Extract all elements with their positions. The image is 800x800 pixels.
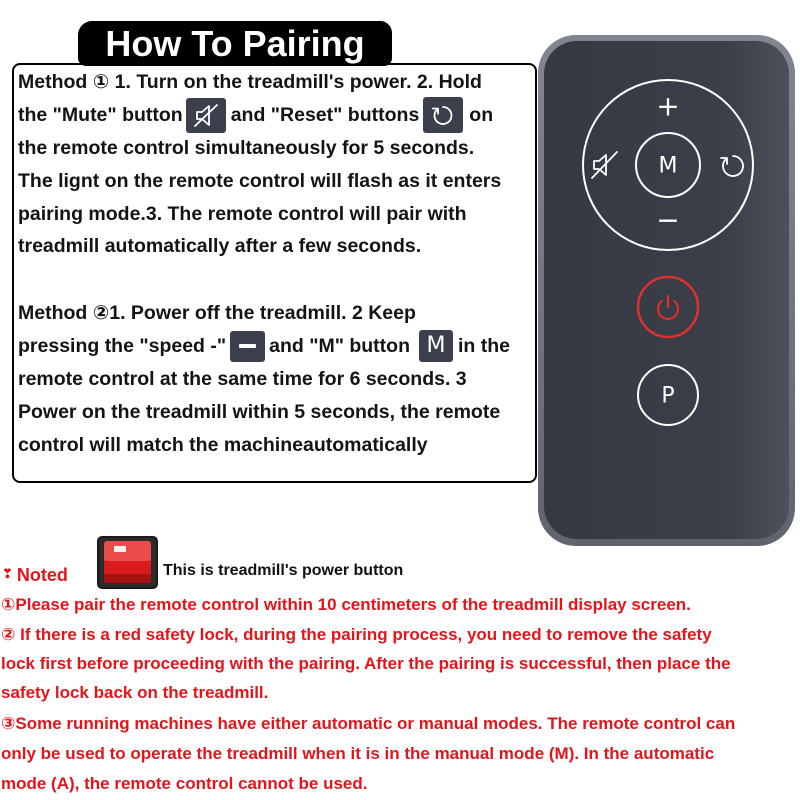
remote-control (536, 33, 798, 549)
speed-minus-key: − (656, 203, 680, 237)
method1-line-1: Method ① 1. Turn on the treadmill's power. 2. Hold (18, 71, 482, 93)
note-2-line-2: lock first before proceeding with the pairing. After the pairing is successful, then place the (1, 654, 731, 673)
note-3-line-2: only be used to operate the treadmill when it is in the manual mode (M). In the automatic (1, 744, 715, 763)
method2-line-4: Power on the treadmill within 5 seconds, the remote (18, 401, 501, 423)
note-2-line-1: ② If there is a red safety lock, during the pairing process, you need to remove the safety (1, 625, 712, 644)
reset-icon (423, 97, 463, 133)
method2-line-2-text-b: and "M" button (269, 335, 410, 357)
program-key-label: P (661, 383, 675, 409)
mute-icon (186, 98, 226, 133)
method2-line-2-text-c: in the (458, 335, 510, 357)
note-1-line-1: ①Please pair the remote control within 10 centimeters of the treadmill display screen. (1, 595, 691, 614)
method2-line-5: control will match the machineautomatically (18, 434, 428, 456)
power-switch-caption: This is treadmill's power button (163, 562, 404, 579)
page-title: How To Pairing (105, 22, 365, 64)
noted-label: Noted (16, 565, 68, 585)
method1-line-4: The lignt on the remote control will flash as it enters (18, 170, 502, 192)
method1-line-5: pairing mode.3. The remote control will pair with (18, 203, 467, 225)
method2-line-3: remote control at the same time for 6 seconds. 3 (18, 368, 467, 390)
method1-line-2-text-b: and "Reset" buttons (230, 104, 420, 126)
rocker-switch-icon (97, 536, 158, 589)
minus-icon-bar (239, 344, 256, 348)
mute-icon-graphic (186, 98, 226, 133)
mode-key-label: M (658, 153, 678, 179)
note-2-line-3: safety lock back on the treadmill. (1, 683, 269, 702)
method2-line-2 (18, 328, 532, 364)
title-banner (78, 21, 392, 66)
method2-line-1: Method ②1. Power off the treadmill. 2 Keep (18, 302, 416, 324)
noted-heading (2, 562, 68, 588)
noted-marker-icon: ❣ (2, 567, 13, 582)
note-3-line-3: mode (A), the remote control cannot be used. (1, 774, 368, 793)
method2-line-2-text-a: pressing the "speed -" (18, 335, 227, 357)
method1-line-6: treadmill automatically after a few seconds. (18, 235, 422, 257)
method1-line-2 (18, 97, 532, 133)
reset-icon-graphic (423, 97, 463, 133)
m-key-icon-label: M (426, 333, 446, 358)
note-3-line-1: ③Some running machines have either automatic or manual modes. The remote control can (1, 714, 736, 733)
method1-line-2-text-c: on (469, 104, 494, 126)
minus-icon (230, 331, 265, 362)
speed-plus-key: + (656, 89, 680, 123)
method1-line-2-text-a: the "Mute" button (18, 104, 183, 126)
m-key-icon (419, 330, 453, 362)
method1-line-3: the remote control simultaneously for 5 seconds. (18, 137, 475, 159)
